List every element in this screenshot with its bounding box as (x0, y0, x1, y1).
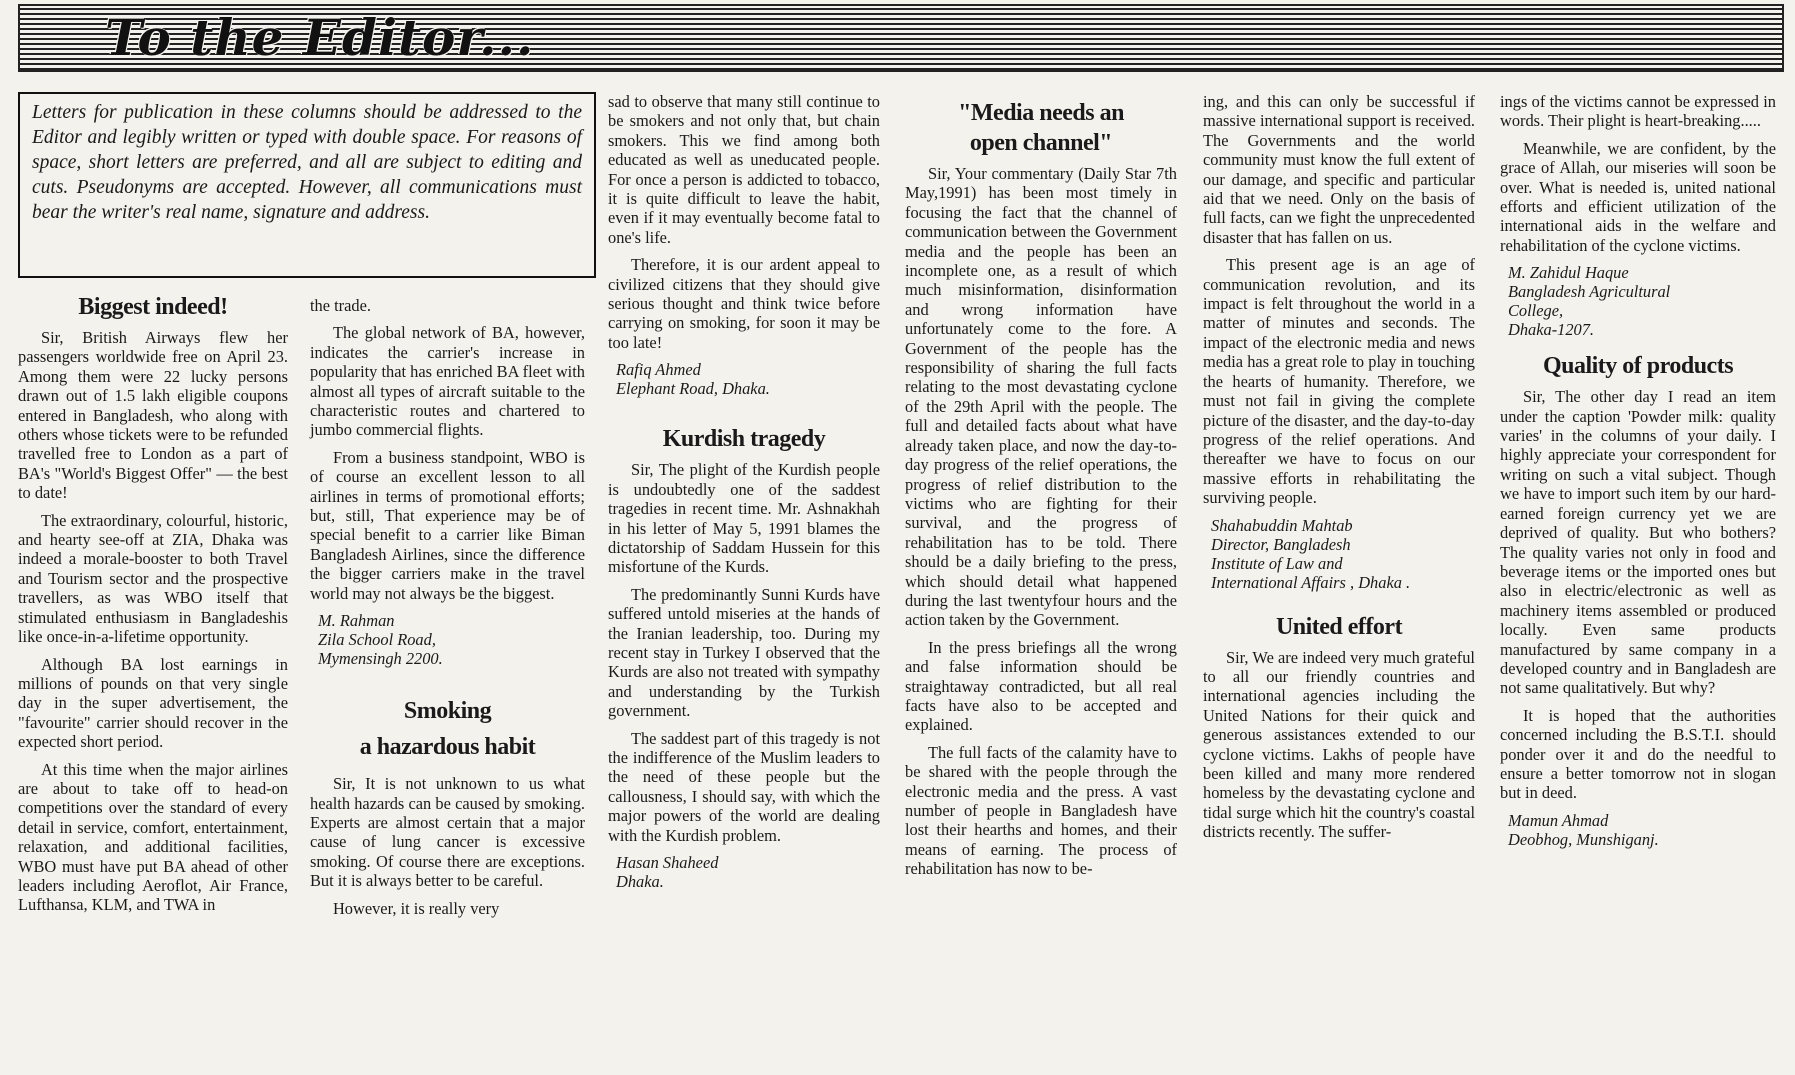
letter-heading: United effort (1275, 613, 1403, 640)
signature-block (1500, 811, 1776, 849)
banner (18, 4, 1784, 72)
signature-name: Mamun Ahmad (1508, 810, 1609, 830)
signature-address: Deobhog, Munshiganj. (1508, 829, 1659, 849)
letter-paragraph: Therefore, it is our ardent appeal to civilized citizens that they should give serious thought and think twice before carrying on smoking, for soon it may be too late! (608, 255, 880, 352)
letter-heading: Kurdish tragedy (662, 426, 826, 453)
column-3 (608, 92, 880, 891)
letter-heading: Biggest indeed! (78, 294, 228, 320)
column-1 (18, 292, 288, 923)
signature-address: Dhaka-1207. (1508, 320, 1595, 340)
letter-heading: Quality of products (1542, 353, 1734, 380)
letter-paragraph: Meanwhile, we are confident, by the grace of Allah, our miseries will soon be over. What is needed is, united national efforts and efficient utilization of the international aids in the welfare and rehabilitation of the cyclone victims. (1500, 138, 1776, 255)
signature-address: Dhaka. (616, 872, 664, 891)
letter-paragraph: Sir, It is not unknown to us what health hazards can be caused by smoking. Experts are almost certain that a major cause of lung cancer is excessive smoking. Of course there are exceptions. But it is always better to be careful. (310, 774, 585, 891)
signature-address: Director, Bangladesh (1211, 534, 1351, 554)
signature-block (608, 360, 880, 398)
editorial-notice: Letters for publication in these columns should be addressed to the Editor and legibly written or typed with double space. For reasons of space, short letters are preferred, and all are subject to editing and cuts. Pseudonyms are accepted. However, all communications must bear the writer's real name, signature and address. (18, 92, 596, 278)
letter-heading: open channel" (969, 130, 1113, 156)
signature-address: Mymensingh 2200. (318, 649, 443, 669)
column-5 (1203, 92, 1475, 850)
signature-address: International Affairs , Dhaka . (1211, 572, 1411, 592)
letter-paragraph: Sir, British Airways flew her passengers worldwide free on April 23. Among them were 22 lucky persons drawn out of 1.5 lakh eligible coupons entered in Bangladesh, who along with others whose tickets were to be refunded travelled free to London as a part of BA's "World's Biggest Offer" — the best to date! (18, 328, 288, 503)
letter-heading: a hazardous habit (359, 734, 536, 761)
signature-name: M. Rahman (318, 611, 395, 631)
letter-paragraph: sad to observe that many still continue to be smokers and not only that, but chain smokers. This we find among both educated as well as uneducated people. For once a person is addicted to tobacco, it is quite difficult to leave the habit, even if it may eventually become fatal to one's life. (608, 92, 880, 247)
signature-address: College, (1508, 301, 1564, 321)
signature-name: Shahabuddin Mahtab (1211, 515, 1353, 535)
signature-name: Rafiq Ahmed (616, 360, 701, 380)
letter-paragraph: The saddest part of this tragedy is not the indifference of the Muslim leaders to the need of these people but the callousness, I should say, with which the major powers of the world are dealing with the Kurdish problem. (608, 728, 880, 845)
letter-paragraph: The extraordinary, colourful, historic, and hearty see-off at ZIA, Dhaka was indeed a morale-booster to both Travel and Tourism sector and the prospective travellers, as was WBO itself that stimulated enthusiasm in Bangladeshis like once-in-a-lifetime opportunity. (18, 510, 288, 647)
column-6 (1500, 92, 1776, 849)
letter-paragraph: Sir, Your commentary (Daily Star 7th May,1991) has been most timely in focusing the fact that the channel of communication between the Government media and the people has been an incomplete one, as a result of which much misinformation, disinformation and wrong information have unfortunately come to the fore. A Government of the people has the responsibility of sharing the full facts relating to the most devastating cyclone of the 29th April with the people. The full and detailed facts about what have already taken place, and now the day-to-day progress of the relief operations, the progress of relief distribution to the victims who are fighting for their survival, and the progress of rehabilitation has to be told. There should be a daily briefing to the press, which should detail what happened during the last twentyfour hours and the action taken by the Government. (905, 164, 1177, 630)
signature-block (608, 853, 880, 891)
letter-paragraph: the trade. (310, 296, 371, 315)
signature-address: Bangladesh Agricultural (1508, 282, 1671, 302)
letter-paragraph: The predominantly Sunni Kurds have suffered untold miseries at the hands of the Iranian leadership, too. During my recent stay in Turkey I observed that the Kurds are also not treated with sympathy and understanding by the Turkish government. (608, 584, 880, 721)
letter-paragraph: The full facts of the calamity have to be shared with the people through the electronic media and the press. A vast number of people in Bangladesh have lost their hearths and homes, and their means of earning. The process of rehabilitation has now to be- (905, 742, 1177, 879)
signature-name: M. Zahidul Haque (1508, 263, 1629, 283)
section-title: To the Editor... (105, 8, 535, 67)
letter-paragraph: It is hoped that the authorities concerned including the B.S.T.I. should ponder over it and do the needful to ensure a better tomorrow not in slogan but in deed. (1500, 705, 1776, 803)
signature-block (1500, 263, 1776, 339)
signature-address: Zila School Road, (318, 630, 436, 650)
letter-paragraph: At this time when the major airlines are about to take off to head-on competitions over the standard of every detail in service, comfort, entertainment, relaxation, and additional facilities, WBO must have put BA ahead of other leaders including Aeroflot, Air France, Lufthansa, KLM, and TWA in (18, 759, 288, 915)
signature-address: Institute of Law and (1211, 553, 1343, 573)
letter-paragraph: ing, and this can only be successful if massive international support is received. The Governments and the world community must know the full extent of our damage, and specific and particular aid that we need. Only on the basis of full facts, can we fight the unprecedented disaster that has fallen on us. (1203, 92, 1475, 247)
letter-paragraph: Although BA lost earnings in millions of pounds on that very single day in the super advertisement, the "favourite" carrier should recover in the expected short period. (18, 654, 288, 752)
letter-paragraph: In the press briefings all the wrong and false information should be straightaway contradicted, but all real facts have also to be accepted and explained. (905, 637, 1177, 735)
letter-paragraph: Sir, The plight of the Kurdish people is undoubtedly one of the saddest tragedies in recent time. Mr. Ashnakhah in his letter of May 5, 1991 blames the dictatorship of Saddam Hussein for this misfortune of the Kurds. (608, 460, 880, 577)
signature-block (310, 611, 585, 668)
letter-paragraph: Sir, The other day I read an item under the caption 'Powder milk: quality varies' in the columns of your daily. I highly appreciate your correspondent for writing on such a vital subject. Though we have to import such item by our hard-earned foreign currency yet we are deprived of quality. But who bothers? The quality varies not only in food and beverage items or the imported ones but also in electric/electronic as well as machinery items assembled or produced locally. Even same products manufactured by same company in a developed country and in Bangladesh are not same qualitatively. But why? (1500, 387, 1776, 698)
letter-heading: "Media needs an (958, 100, 1124, 126)
letter-paragraph: Sir, We are indeed very much grateful to all our friendly countries and international agencies including the United Nations for their quick and generous assistances extended to our cyclone victims. Lakhs of people have been killed and many more rendered homeless by the devastating cyclone and tidal surge which hit the country's coastal districts recently. The suffer- (1203, 647, 1475, 842)
letter-paragraph: The global network of BA, however, indicates the carrier's increase in popularity that has enriched BA fleet with almost all types of aircraft suitable to the characteristic routes and chartered to jumbo commercial flights. (310, 323, 585, 440)
signature-address: Elephant Road, Dhaka. (616, 379, 770, 399)
column-2 (310, 296, 585, 926)
letter-heading: Smoking (403, 698, 492, 725)
letter-paragraph: ings of the victims cannot be expressed in words. Their plight is heart-breaking..... (1500, 92, 1776, 131)
letter-paragraph: However, it is really very (332, 898, 500, 918)
column-4 (905, 98, 1177, 887)
letter-paragraph: From a business standpoint, WBO is of course an excellent lesson to all airlines in terms of promotional efforts; but, still, That experience may be of special benefit to a carrier like Biman Bangladesh Airlines, since the difference the bigger carriers make in the travel world may not always be the biggest. (310, 447, 585, 603)
signature-name: Hasan Shaheed (616, 853, 719, 872)
letter-paragraph: This present age is an age of communication revolution, and its impact is felt throughout the world in a matter of minutes and seconds. The impact of the electronic media and news media has a great role to play in touching the hearts of humanity. Therefore, we must not fail in giving the complete picture of the disaster, and the day-to-day progress of the relief operations. And thereafter we have to focus on our massive efforts in rehabilitating the surviving people. (1203, 255, 1475, 508)
signature-block (1203, 516, 1475, 592)
